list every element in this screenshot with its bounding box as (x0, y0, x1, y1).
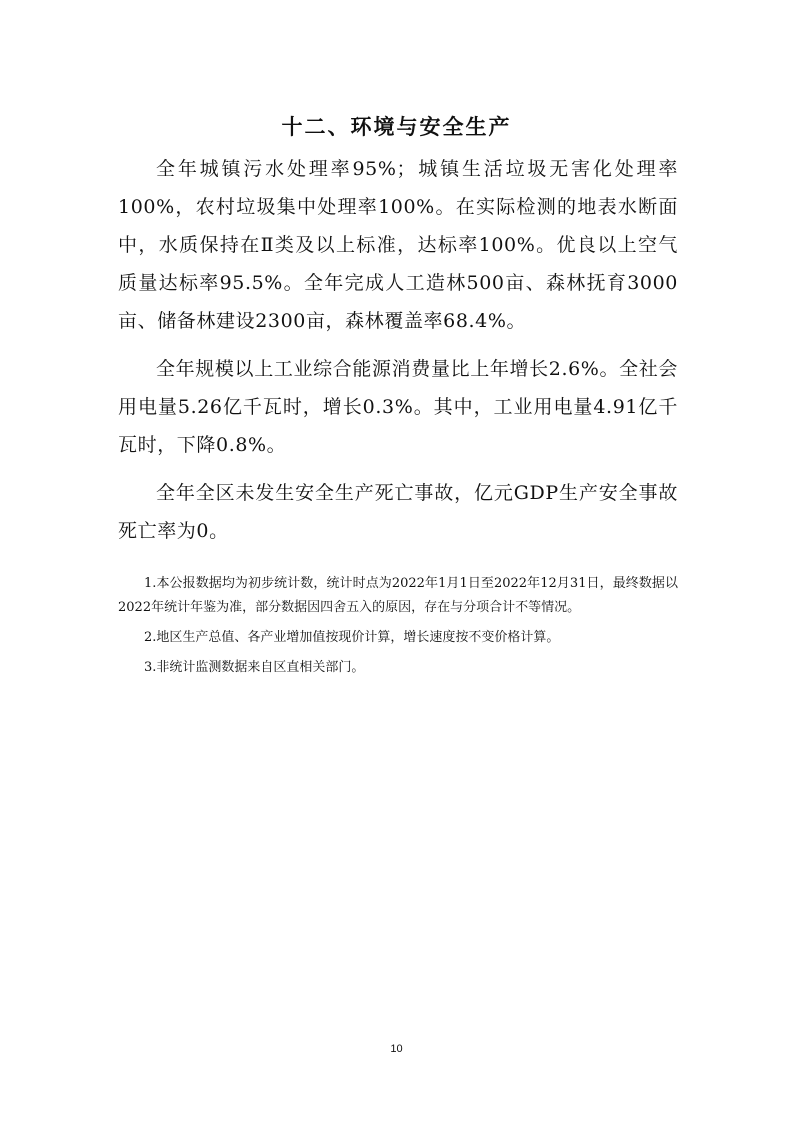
notes (118, 572, 678, 686)
note-3: 3.非统计监测数据来自区直相关部门。 (144, 660, 365, 675)
paragraph-environment: 全年城镇污水处理率95%；城镇生活垃圾无害化处理率100%，农村垃圾集中处理率100%。在实际检测的地表水断面中，水质保持在Ⅱ类及以上标准，达标率100%。优良以上空气质量达标率95.5%。全年完成人工造林500亩、森林抚育3000亩、储备林建设2300亩，森林覆盖率68.4%。 (118, 158, 678, 332)
note-2: 2.地区生产总值、各产业增加值按现价计算，增长速度按不变价格计算。 (144, 630, 560, 645)
body-text (118, 150, 678, 560)
page-number: 10 (390, 1043, 403, 1055)
paragraph-safety: 全年全区未发生安全生产死亡事故，亿元GDP生产安全事故死亡率为0。 (118, 482, 678, 542)
paragraph-energy: 全年规模以上工业综合能源消费量比上年增长2.6%。全社会用电量5.26亿千瓦时，增长0.3%。其中，工业用电量4.91亿千瓦时，下降0.8%。 (118, 358, 678, 456)
section-title: 十二、环境与安全生产 (281, 115, 512, 139)
note-1: 1.本公报数据均为初步统计数，统计时点为2022年1月1日至2022年12月31日，最终数据以2022年统计年鉴为准，部分数据因四舍五入的原因，存在与分项合计不等情况。 (118, 576, 678, 615)
